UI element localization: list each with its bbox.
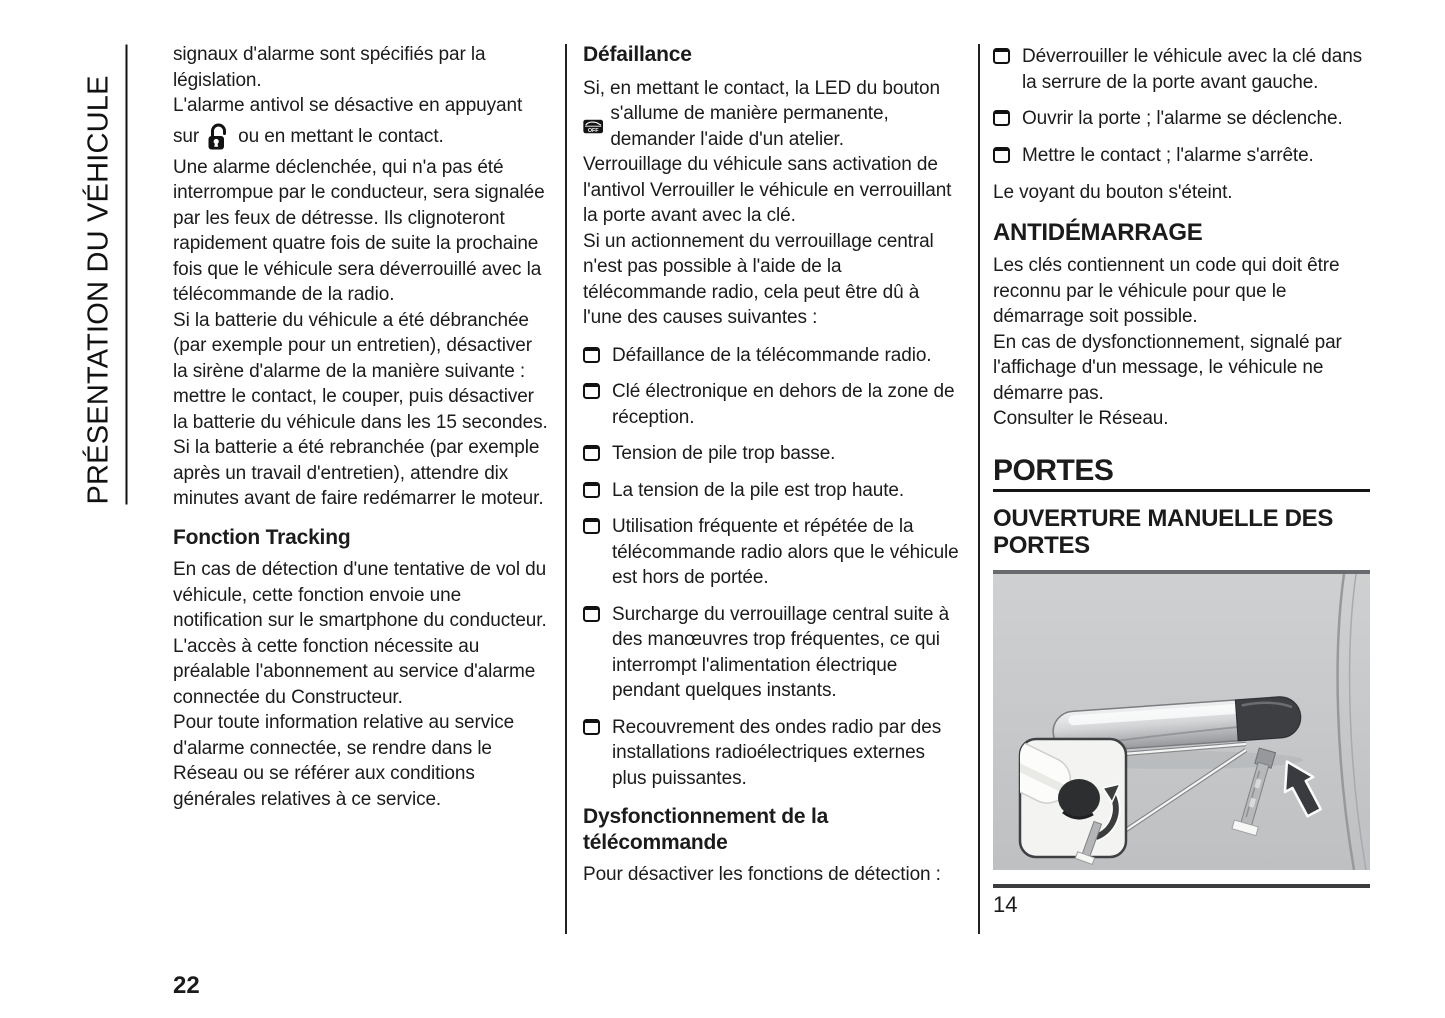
door-handle-key-image	[993, 574, 1370, 870]
list-item: Tension de pile trop basse.	[583, 441, 961, 467]
square-bullet-icon	[993, 110, 1010, 126]
square-bullet-icon	[993, 48, 1010, 64]
chapter-sidebar-label: PRÉSENTATION DU VÉHICULE	[83, 45, 128, 505]
paragraph: En cas de détection d'une tentative de vol du véhicule, cette fonction envoie une notification sur le smartphone du conducteur.	[173, 559, 547, 631]
column-divider	[978, 44, 980, 934]
paragraph: L'alarme antivol se désactive en appuyant	[173, 95, 523, 116]
unlock-icon	[206, 122, 231, 152]
off-label: OFF	[587, 127, 599, 134]
list-item: La tension de la pile est trop haute.	[583, 478, 961, 504]
paragraph: Si la batterie du véhicule a été débranchée (par exemple pour un entretien), désactiver la sirène d'alarme de la manière suivante : mettre le contact, le couper, puis désactiver la batterie du véhicule dans les 15 secondes.	[173, 309, 548, 433]
list-item: Défaillance de la télécommande radio.	[583, 343, 961, 369]
car-alarm-off-button-icon	[583, 116, 603, 137]
paragraph: Si un actionnement du verrouillage central n'est pas possible à l'aide de la télécommande radio, cela peut être dû à l'une des causes suivantes :	[583, 230, 934, 328]
page-number: 22	[173, 972, 200, 999]
square-bullet-icon	[583, 383, 600, 399]
list-item: Ouvrir la porte ; l'alarme se déclenche.	[993, 106, 1370, 132]
paragraph: Pour toute information relative au service d'alarme connectée, se rendre dans le Réseau ou se référer aux conditions générales relatives à ce service.	[173, 712, 515, 810]
column-2	[583, 42, 961, 888]
paragraph: signaux d'alarme sont spécifiés par la législation.	[173, 44, 486, 91]
chapter-heading: PORTES	[993, 453, 1114, 487]
paragraph-text: ou en mettant le contact.	[238, 125, 444, 147]
figure-number: 14	[993, 891, 1018, 917]
paragraph: Le voyant du bouton s'éteint.	[993, 182, 1233, 203]
square-bullet-icon	[583, 518, 600, 534]
square-bullet-icon	[583, 719, 600, 735]
paragraph-text: sur	[173, 125, 200, 147]
paragraph: En cas de dysfonctionnement, signalé par l'affichage d'un message, le véhicule ne démarre pas.	[993, 331, 1342, 404]
square-bullet-icon	[583, 606, 600, 622]
list-item: Déverrouiller le véhicule avec la clé dans la serrure de la porte avant gauche.	[993, 44, 1370, 95]
subsection-heading: Dysfonctionnement de la télécommande	[583, 805, 829, 854]
section-heading: ANTIDÉMARRAGE	[993, 218, 1203, 246]
list-item: Surcharge du verrouillage central suite à des manœuvres trop fréquentes, ce qui interrompt l'alimentation électrique pendant quelques instants.	[583, 602, 961, 704]
square-bullet-icon	[583, 482, 600, 498]
square-bullet-icon	[583, 347, 600, 363]
list-item: Utilisation fréquente et répétée de la télécommande radio alors que le véhicule est hors de portée.	[583, 514, 961, 591]
paragraph-with-icon	[173, 119, 549, 155]
paragraph: Si, en mettant le contact, la LED du bouton	[583, 77, 940, 99]
paragraph: Les clés contiennent un code qui doit être reconnu par le véhicule pour que le démarrage soit possible.	[993, 255, 1340, 327]
column-3	[993, 42, 1370, 917]
figure-door-handle-key	[993, 570, 1370, 888]
paragraph: Une alarme déclenchée, qui n'a pas été interrompue par le conducteur, sera signalée par les feux de détresse. Ils clignoteront rapidement quatre fois de suite la prochaine fois que le véhicule sera déverrouillé avec la télécommande de la radio.	[173, 156, 545, 305]
column-divider	[565, 44, 567, 934]
paragraph: L'accès à cette fonction nécessite au préalable l'abonnement au service d'alarme connectée du Constructeur.	[173, 635, 536, 708]
subsection-heading: Défaillance	[583, 43, 692, 66]
paragraph-with-icon	[583, 101, 961, 152]
paragraph: Verrouillage du véhicule sans activation de l'antivol Verrouiller le véhicule en verrouillant la porte avant avec la clé.	[583, 154, 952, 226]
paragraph: Consulter le Réseau.	[993, 408, 1169, 429]
square-bullet-icon	[993, 147, 1010, 163]
square-bullet-icon	[583, 445, 600, 461]
section-heading: OUVERTURE MANUELLE DES PORTES	[993, 505, 1334, 559]
column-1	[173, 42, 549, 812]
subsection-heading: Fonction Tracking	[173, 525, 351, 549]
paragraph-text: s'allume de manière permanente, demander l'aide d'un atelier.	[610, 103, 889, 150]
paragraph: Si la batterie a été rebranchée (par exemple après un travail d'entretien), attendre dix minutes avant de faire redémarrer le moteur.	[173, 437, 544, 509]
paragraph: Pour désactiver les fonctions de détection :	[583, 864, 941, 885]
list-item: Clé électronique en dehors de la zone de réception.	[583, 379, 961, 430]
chapter-heading-rule	[993, 489, 1370, 492]
list-item: Recouvrement des ondes radio par des installations radioélectriques externes plus puissantes.	[583, 715, 961, 792]
list-item: Mettre le contact ; l'alarme s'arrête.	[993, 143, 1370, 169]
